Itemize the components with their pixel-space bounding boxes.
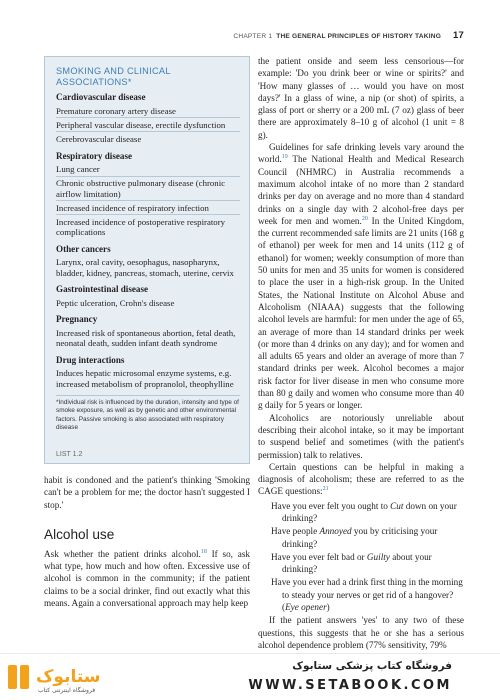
paragraph: the patient onside and seem less censorious—for example: 'Do you drink beer or wine or spirits?' and 'How many glasses of … would you have on most days?' In a glass of wine, a nip (or shot) of spirits, a glass of port or sherry or a 200 mL (7 oz) glass of beer there are approximately 8–10 g of alcohol (1 unit = 8 g). [258,56,464,140]
text-run: down on your drinking? [282,500,457,523]
paragraph: habit is condoned and the patient's thinking 'Smoking can't be a problem for me; the doctor hasn't suggested I stop.' [44,475,250,510]
group-gastrointestinal [56,284,240,309]
cage-item [258,551,464,576]
text-run: ) [326,602,330,613]
list-item: Lung cancer [56,163,240,177]
group-items [56,104,240,146]
cage-keyword: Guilty [366,551,390,562]
chapter-title: THE GENERAL PRINCIPLES OF HISTORY TAKING [276,33,442,40]
paragraph [258,141,464,412]
text-run: Have people [271,526,320,537]
section-heading: Alcohol use [44,526,115,542]
group-pregnancy [56,314,240,349]
list-item: Larynx, oral cavity, oesophagus, nasopharynx, bladder, kidney, pancreas, stomach, uterine, cervix [56,257,234,278]
cage-keyword: Eye opener [285,602,327,613]
group-title: Gastrointestinal disease [56,284,149,295]
group-title: Respiratory disease [56,150,133,161]
list-number: LIST 1.2 [56,451,83,458]
group-items [56,256,240,279]
list-item: Premature coronary artery disease [56,104,240,118]
running-header [230,30,464,42]
text-run: Ask whether the patient drinks alcohol. [44,548,201,559]
list-item: Increased risk of spontaneous abortion, fetal death, neonatal death, sudden infant death syndrome [56,327,236,349]
reference-link[interactable]: 20 [361,215,368,222]
group-drug-interactions [56,355,240,390]
right-column [258,55,464,651]
store-name: فروشگاه کتاب پزشکی ستابوک [292,660,452,672]
logo-mark-bar [20,665,29,689]
group-respiratory [56,151,240,239]
logo-subtext: فروشگاه اینترنتی کتاب [38,687,96,694]
reference-link[interactable]: 19 [281,154,288,161]
smoking-associations-box [44,56,250,464]
text-run: Certain questions can be helpful in making a diagnosis of alcoholism; these are referred to as the CAGE questions: [258,461,464,497]
group-title: Pregnancy [56,314,98,325]
cage-item [258,500,464,525]
cage-keyword: Cut [390,500,404,511]
text-run: Guidelines for safe drinking levels vary around the world. [258,142,464,165]
list-item: Cerebrovascular disease [56,133,142,144]
group-other-cancers [56,244,240,279]
box-title: SMOKING AND CLINICAL ASSOCIATIONS* [56,66,171,87]
logo-mark-bar [8,665,17,689]
text-run: Have you ever felt you ought to [271,500,391,511]
paragraph [44,548,250,609]
cage-item [258,525,464,550]
text-run: about your drinking? [282,551,432,575]
list-item: Peripheral vascular disease, erectile dysfunction [56,118,240,132]
cage-questions [258,500,464,614]
text-run: If so, ask what type, how much and how often. Excessive use of alcohol is common in the community; if the patient claims to be a social drinker, find out exactly what this means. Again a conversational approach may help keep [44,548,250,609]
list-item: Chronic obstructive pulmonary disease (chronic airflow limitation) [56,177,240,201]
setabook-logo [8,660,138,694]
text-run: The National Health and Medical Research Council (NHMRC) in Australia recommends a maximum alcohol intake of no more than 2 standard drinks per day on average and no more than 4 standard drinks on a single day with 2 alcohol-free days per week for men and women. [258,154,464,226]
text-run: In the United Kingdom, the current recommended safe limits are 21 units (168 g of ethanol) per week for men and 14 units (112 g of ethanol) for women; weekly consumption of more than 50 units for men and 35 units for women is considered to place the user in a high-risk group. In the United States, the National Institute on Alcohol Abuse and Alcoholism (NIAAA) suggests that the following alcohol levels are harmful: for men under the age of 65, an average of more than 14 standard drinks per week (or more than 4 drinks on any day); and for women and all adults 65 years and older an average of more than 7 standard drinks per week. Alcohol becomes a major risk factor for liver disease in men who consume more than 80 g daily and women who consume more than 40 g daily for 5 years or longer. [258,215,465,411]
list-item: Increased incidence of postoperative respiratory complications [56,216,226,238]
group-items [56,367,240,390]
logo-text: ستابوک [36,667,101,687]
list-item: Peptic ulceration, Crohn's disease [56,297,175,308]
group-title: Drug interactions [56,354,125,365]
text-run: Have you ever felt bad or [271,551,367,562]
text-run: you by criticising your drinking? [282,526,438,549]
list-item: Increased incidence of respiratory infection [56,201,240,215]
left-column [44,474,250,609]
group-title: Other cancers [56,243,111,254]
watermark-banner [0,653,500,700]
reference-link[interactable]: 18 [200,548,207,555]
group-title: Cardiovascular disease [56,92,146,102]
box-footnote: *Individual risk is influenced by the duration, intensity and type of smoke exposure, as well as by genetic and other environmental factors. Passive smoking is also associated with respiratory disease [56,395,240,432]
paragraph [258,461,464,498]
group-items [56,296,240,309]
group-items [56,163,240,239]
chapter-label: CHAPTER 1 [233,33,273,40]
list-item: Induces hepatic microsomal enzyme systems, e.g. increased metabolism of propranolol, theophylline [56,368,234,389]
group-items [56,326,240,349]
paragraph: If the patient answers 'yes' to any two of these questions, this suggests that he or she has a serious alcohol dependence problem (77% sensitivity, 79% [258,615,464,650]
text-run: Have you ever had a drink first thing in the morning to steady your nerves or get rid of a hangover? ( [271,577,463,613]
page-number: 17 [453,30,464,41]
cage-item [258,576,464,613]
paragraph: Alcoholics are notoriously unreliable about describing their alcohol intake, so it may be important to suspend belief and sometimes (with the patient's permission) talk to relatives. [258,412,464,460]
store-url[interactable]: WWW.SETABOOK.COM [248,678,452,693]
cage-keyword: Annoyed [319,526,352,537]
reference-link[interactable]: 21 [322,486,329,493]
group-cardiovascular [56,92,240,146]
